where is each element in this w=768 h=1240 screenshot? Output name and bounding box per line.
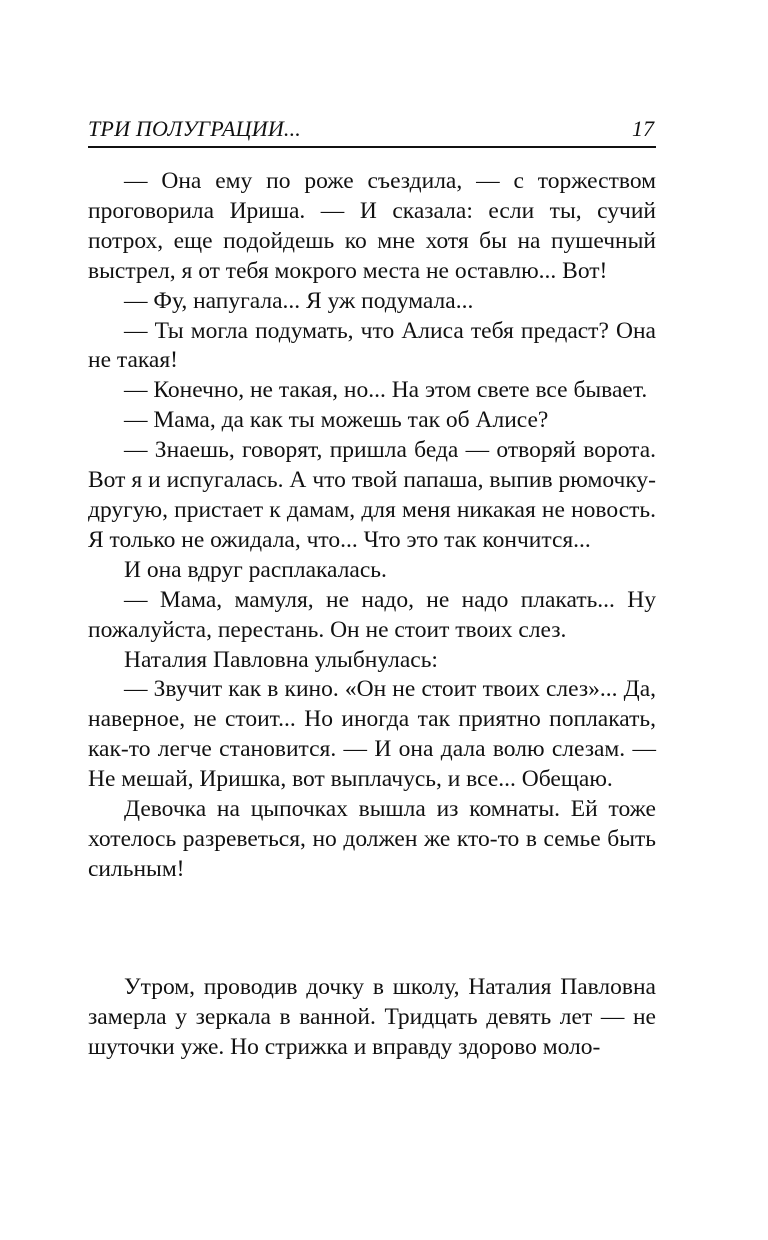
paragraph: И она вдруг расплакалась.: [124, 556, 387, 583]
paragraph: Утром, проводив дочку в школу, Наталия Павловна замерла у зеркала в ванной. Тридцать девять лет — не шуточки уже. Но стрижка и вправду здорово моло-: [88, 973, 656, 1060]
paragraph: — Мама, мамуля, не надо, не надо плакать... Ну пожалуйста, перестань. Он не стоит твоих слез.: [88, 586, 656, 643]
paragraph: Наталия Павловна улыбнулась:: [124, 646, 438, 673]
paragraph: — Она ему по роже съездила, — с торжеством проговорила Ириша. — И сказала: если ты, сучий потрох, еще подойдешь ко мне хотя бы на пушечный выстрел, я от тебя мокрого места не оставлю... Вот!: [88, 168, 656, 284]
paragraph: — Знаешь, говорят, пришла беда — отворяй ворота. Вот я и испугалась. А что твой папаша, выпив рюмочку-другую, пристает к дамам, для меня никакая не новость. Я только не ожидала, что... Что это так кончится...: [88, 437, 656, 553]
paragraph: Девочка на цыпочках вышла из комнаты. Ей тоже хотелось разреветься, но должен же кто-то в семье быть сильным!: [88, 796, 656, 882]
paragraph: — Звучит как в кино. «Он не стоит твоих слез»... Да, наверное, не стоит... Но иногда так приятно поплакать, как-то легче становится. — И она дала волю слезам. — Не мешай, Иришка, вот выплачусь, и все... Обещаю.: [88, 676, 656, 793]
running-header: [88, 110, 656, 148]
paragraph: — Конечно, не такая, но... На этом свете все бывает.: [124, 377, 648, 404]
paragraph: — Мама, да как ты можешь так об Алисе?: [124, 407, 549, 434]
page-number: 17: [632, 116, 654, 141]
paragraph: — Фу, напугала... Я уж подумала...: [124, 287, 474, 314]
running-title: ТРИ ПОЛУГРАЦИИ...: [88, 116, 302, 141]
section-break: [88, 885, 656, 973]
body-text: [88, 167, 656, 1062]
paragraph: — Ты могла подумать, что Алиса тебя предаст? Она не такая!: [88, 317, 656, 374]
